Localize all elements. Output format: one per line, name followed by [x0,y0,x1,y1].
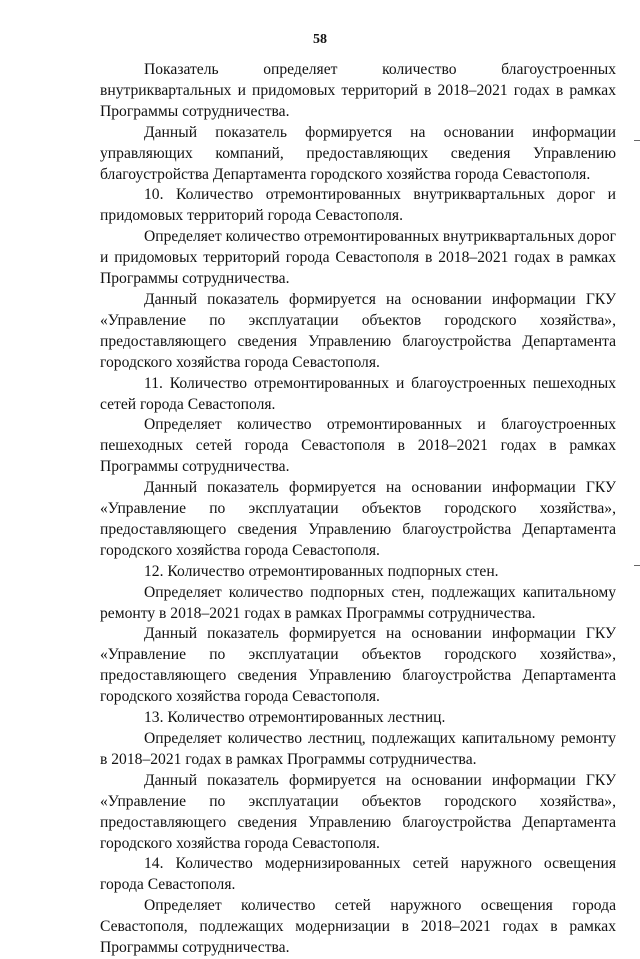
page-number: 58 [313,32,327,47]
heading-item-13: 13. Количество отремонтированных лестниц. [144,709,446,727]
heading-item-14: 14. Количество модернизированных сетей наружного освещения города Севастополя. [100,855,616,894]
paragraph: Показатель определяет количество благоустроенных внутриквартальных и придомовых территорий в 2018–2021 годах в рамках Программы сотрудничества. [100,61,616,120]
heading-item-11: 11. Количество отремонтированных и благоустроенных пешеходных сетей города Севастополя. [100,374,616,413]
scan-edge-mark [634,565,640,566]
paragraph: Данный показатель формируется на основании информации ГКУ «Управление по эксплуатации объектов городского хозяйства», предоставляющего сведения Управлению благоустройства Департамента городского хозяйства города Севастополя. [100,771,616,852]
heading-item-12: 12. Количество отремонтированных подпорных стен. [144,562,499,580]
paragraph: Определяет количество отремонтированных внутриквартальных дорог и придомовых территорий города Севастополя в 2018–2021 годах в рамках Программы сотрудничества. [100,228,617,288]
paragraph: Определяет количество подпорных стен, подлежащих капитальному ремонту в 2018–2021 годах в рамках Программы сотрудничества. [100,583,616,622]
paragraph: Данный показатель формируется на основании информации ГКУ «Управление по эксплуатации объектов городского хозяйства», предоставляющего сведения Управлению благоустройства Департамента городского хозяйства города Севастополя. [100,625,616,706]
heading-item-10: 10. Количество отремонтированных внутриквартальных дорог и придомовых территорий города Севастополя. [100,186,616,225]
scan-edge-mark [634,140,640,141]
paragraph: Данный показатель формируется на основании информации ГКУ «Управление по эксплуатации объектов городского хозяйства», предоставляющего сведения Управлению благоустройства Департамента городского хозяйства города Севастополя. [100,290,616,371]
paragraph: Данный показатель формируется на основании информации управляющих компаний, предоставляющих сведения Управлению благоустройства Департамента городского хозяйства города Севастополя. [100,123,616,183]
paragraph: Определяет количество отремонтированных и благоустроенных пешеходных сетей города Севастополя в 2018–2021 годах в рамках Программы сотрудничества. [100,416,616,476]
paragraph: Определяет количество сетей наружного освещения города Севастополя, подлежащих модернизации в 2018–2021 годах в рамках Программы сотрудничества. [100,897,616,957]
document-body [100,60,616,959]
paragraph: Определяет количество лестниц, подлежащих капитальному ремонту в 2018–2021 годах в рамках Программы сотрудничества. [100,730,616,768]
paragraph: Данный показатель формируется на основании информации ГКУ «Управление по эксплуатации объектов городского хозяйства», предоставляющего сведения Управлению благоустройства Департамента городского хозяйства города Севастополя. [100,479,616,559]
